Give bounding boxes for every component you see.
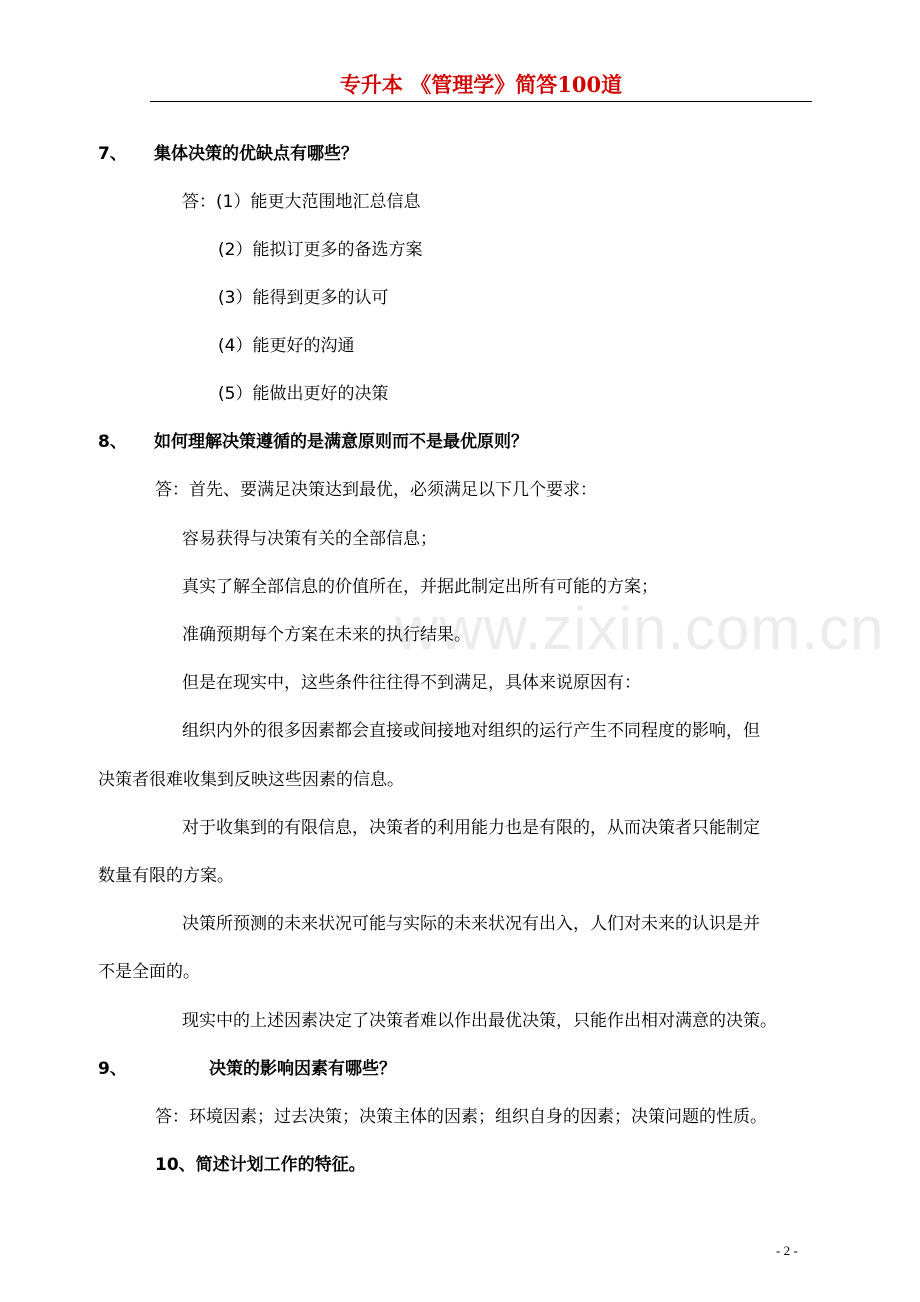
answer-line: 但是在现实中，这些条件往往得不到满足，具体来说原因有： [182, 673, 641, 693]
question-text: 决策的影响因素有哪些？ [209, 1059, 396, 1079]
question-text: 如何理解决策遵循的是满意原则而不是最优原则？ [154, 432, 528, 452]
answer-line: 准确预期每个方案在未来的执行结果。 [182, 625, 471, 645]
answer-line: 答：首先、要满足决策达到最优，必须满足以下几个要求： [155, 480, 597, 500]
question-text: 集体决策的优缺点有哪些？ [154, 144, 358, 164]
answer-line: 容易获得与决策有关的全部信息； [182, 529, 437, 549]
answer-line: (5）能做出更好的决策 [218, 384, 389, 404]
answer-line: 决策所预测的未来状况可能与实际的未来状况有出入，人们对未来的认识是并 [182, 914, 760, 934]
page-number: - 2 - [776, 1243, 798, 1258]
answer-line: 决策者很难收集到反映这些因素的信息。 [98, 770, 404, 790]
answer-line: (4）能更好的沟通 [218, 336, 355, 356]
answer-line: 数量有限的方案。 [98, 866, 234, 886]
question-8 [98, 430, 528, 454]
question-number: 9、 [98, 1059, 127, 1079]
answer-line: 答：环境因素；过去决策；决策主体的因素；组织自身的因素；决策问题的性质。 [155, 1107, 767, 1127]
watermark: www.zixin.com.cn [395, 595, 885, 662]
question-7 [98, 142, 358, 166]
question-number: 8、 [98, 432, 127, 452]
answer-line: 答：(1）能更大范围地汇总信息 [182, 192, 421, 212]
answer-line: 组织内外的很多因素都会直接或间接地对组织的运行产生不同程度的影响，但 [182, 721, 760, 741]
answer-line: (3）能得到更多的认可 [218, 288, 389, 308]
answer-line: 对于收集到的有限信息，决策者的利用能力也是有限的，从而决策者只能制定 [182, 818, 760, 838]
question-10: 10、简述计划工作的特征。 [155, 1155, 366, 1175]
answer-line: (2）能拟订更多的备选方案 [218, 240, 423, 260]
answer-line: 现实中的上述因素决定了决策者难以作出最优决策，只能作出相对满意的决策。 [182, 1011, 777, 1031]
header-divider [150, 101, 812, 102]
question-number: 7、 [98, 144, 127, 164]
page-header-title: 专升本 《管理学》简答100道 [339, 72, 623, 97]
question-9 [98, 1057, 396, 1081]
answer-line: 不是全面的。 [98, 962, 200, 982]
answer-line: 真实了解全部信息的价值所在，并据此制定出所有可能的方案； [182, 577, 658, 597]
